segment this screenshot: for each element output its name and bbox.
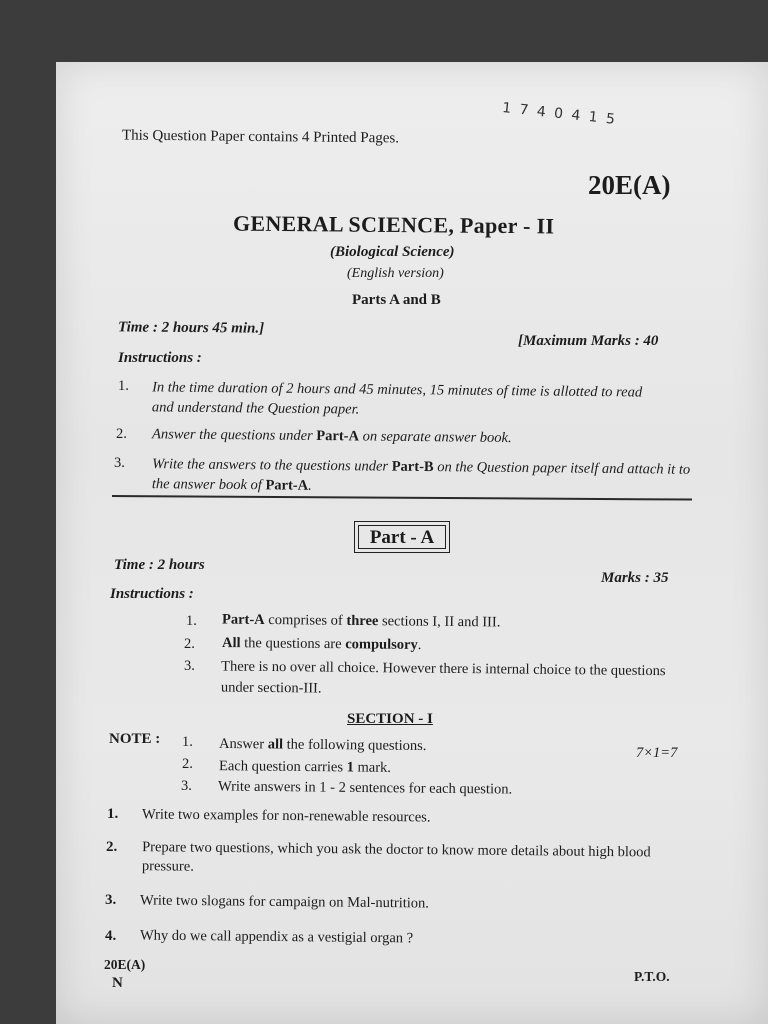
part-a-instruction-2 (222, 635, 422, 654)
question-2-text: Prepare two questions, which you ask the doctor to know more details about high blood pressure. (141, 839, 651, 875)
question-number: 4. (105, 928, 117, 944)
instruction-text: the questions are (240, 635, 346, 653)
note-text: Answer (218, 735, 268, 753)
section-1-heading: SECTION - I (347, 711, 433, 727)
note-label: NOTE : (109, 731, 161, 747)
part-a-instruction-3: There is no over all choice. However there is internal choice to the questions under section-III. (220, 658, 666, 697)
instruction-bold: Part-B (391, 458, 434, 476)
part-a-box (354, 521, 450, 553)
note-text: the following questions. (282, 736, 427, 755)
instruction-text: on separate answer book. (358, 428, 512, 447)
paper-version: (English version) (347, 266, 444, 281)
part-a-instruction-number: 1. (186, 613, 197, 629)
footer-code: 20E(A) (104, 957, 146, 972)
question-number: 3. (105, 892, 117, 908)
question-4-text: Why do we call appendix as a vestigial organ ? (139, 927, 414, 947)
pages-note: This Question Paper contains 4 Printed Pages. (121, 127, 400, 147)
paper-title: GENERAL SCIENCE, Paper - II (232, 210, 555, 239)
instruction-1-text: In the time duration of 2 hours and 45 minutes, 15 minutes of time is allotted to read and understand the Question paper. (151, 379, 643, 418)
note-bold: 1 (346, 759, 354, 776)
footer-letter: N (112, 975, 123, 991)
instruction-number: 3. (114, 455, 125, 471)
question-1-text: Write two examples for non-renewable resources. (141, 806, 431, 826)
instruction-text: on the Question paper itself and attach it to the answer book of (151, 459, 691, 494)
max-marks: [Maximum Marks : 40 (518, 333, 659, 349)
part-a-instruction-1 (222, 612, 501, 632)
instruction-text: . (417, 637, 422, 654)
paper-subtitle: (Biological Science) (330, 244, 455, 260)
note-number: 2. (182, 756, 193, 772)
instruction-3-text (152, 454, 700, 500)
paper-code: 20E(A) (588, 170, 671, 200)
instruction-number: 1. (118, 378, 129, 394)
time-total: Time : 2 hours 45 min.] (117, 319, 265, 337)
question-number: 1. (107, 806, 119, 822)
question-3-text: Write two slogans for campaign on Mal-nutrition. (139, 892, 430, 912)
instructions-heading: Instructions : (118, 350, 202, 366)
note-text: Each question carries (218, 758, 347, 776)
handwritten-number: 1 7 4 0 4 1 5 (501, 100, 618, 128)
instruction-number: 2. (116, 426, 127, 442)
instruction-bold: three (346, 612, 379, 630)
note-1 (219, 736, 427, 755)
part-a-instructions-heading: Instructions : (110, 586, 194, 602)
instruction-text: Answer the questions under (151, 426, 317, 444)
instruction-bold: Part-A (221, 611, 265, 628)
instruction-bold: Part-A (265, 477, 309, 494)
note-number: 1. (182, 734, 193, 750)
instruction-text: . (308, 477, 312, 494)
instruction-text: Write the answers to the questions under (152, 456, 392, 475)
section-1-marks: 7×1=7 (636, 745, 678, 761)
note-text: mark. (353, 759, 392, 776)
part-a-time: Time : 2 hours (114, 557, 205, 573)
note-2 (219, 758, 391, 777)
note-number: 3. (181, 778, 192, 794)
question-number: 2. (106, 839, 118, 855)
instruction-bold: All (221, 634, 241, 652)
instruction-bold: Part-A (316, 427, 360, 445)
note-3: Write answers in 1 - 2 sentences for each question. (217, 778, 513, 798)
part-a-marks: Marks : 35 (601, 570, 669, 586)
parts-label: Parts A and B (352, 292, 441, 308)
part-a-label: Part - A (358, 525, 446, 549)
part-a-instruction-number: 2. (184, 636, 195, 652)
instruction-text: sections I, II and III. (378, 613, 501, 631)
note-bold: all (267, 736, 284, 753)
part-a-instruction-number: 3. (184, 658, 195, 674)
instruction-text: comprises of (264, 611, 347, 629)
instruction-bold: compulsory (345, 636, 418, 654)
footer-pto: P.T.O. (634, 969, 670, 984)
